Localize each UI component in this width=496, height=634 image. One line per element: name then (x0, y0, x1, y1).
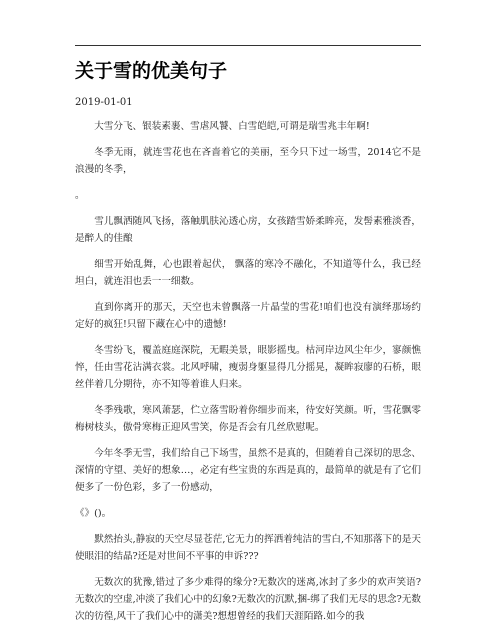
page-title: 关于雪的优美句子 (75, 60, 228, 82)
paragraph: 冬季残歌，寒风萧瑟，伫立落雪盼着你细步而来，待安好笑颜。听，雪花飘零梅树枝头，傲骨寒梅正迎风雪笑，你是否会有几丝欣慰呢。 (75, 405, 421, 433)
paragraph: 冬雪纷飞，覆盖庭庭深院，无暇美景，眼影摇曳。枯河岸边风尘年少，寥颜憔悴，任由雪花沾满衣裳。北风呼啸，瘦弱身躯显得几分摇晃，凝眸寂廖的石桥，眼丝伴着几分期待，亦不知等着谁人归来。 (75, 345, 421, 390)
article-body (75, 118, 421, 634)
paragraph: 直到你离开的那天，天空也未曾飘落一片晶莹的雪花!咱们也没有演绎那场约定好的疯狂!只留下藏在心中的遗憾! (75, 302, 421, 330)
paragraph: 。 (75, 190, 85, 201)
paragraph: 无数次的犹豫,错过了多少难得的缘分?无数次的迷离,冰封了多少的欢声笑语?无数次的空虚,冲淡了我们心中的幻象?无数次的沉默,捆-绑了我们无尽的思念?无数次的彷徨,风干了我们心中的潇美?想想曾经的我们天涯陌路.如今的我 (75, 577, 421, 622)
paragraph: 雪儿飘洒随风飞扬，落触肌肤沁透心房，女孩踏雪娇柔眸亮，发髻素雅淡香，是醉人的佳酿 (75, 216, 421, 244)
paragraph: 细雪开始乱舞，心也跟着起伏， 飘落的寒冷不融化，不知道等什么，我已经坦白，就连泪也丢一一细数。 (75, 259, 421, 287)
publish-date: 2019-01-01 (75, 97, 133, 108)
header-rule (75, 45, 421, 46)
paragraph: 默然抬头,静寂的天空尽显苍茫,它无力的挥洒着纯洁的雪白,不知那落下的是天使眼泪的结晶?还是对世间不平事的申诉??? (75, 534, 421, 562)
paragraph: 《》()。 (75, 508, 112, 519)
paragraph: 今年冬季无雪，我们给自己下场雪，虽然不是真的，但随着自己深切的思念、深情的守望、美好的想象…，必定有些宝贵的东西是真的，最简单的就是有了它们便多了一份色彩，多了一份感动， (75, 448, 421, 493)
paragraph: 大雪分飞、银装素裹、雪虐风饕、白雪皑皑,可谓是瑞雪兆丰年啊! (94, 121, 370, 132)
paragraph: 冬季无雨，就连雪花也在吝啬着它的美丽，至今只下过一场雪，2014它不是浪漫的冬季， (75, 147, 421, 175)
